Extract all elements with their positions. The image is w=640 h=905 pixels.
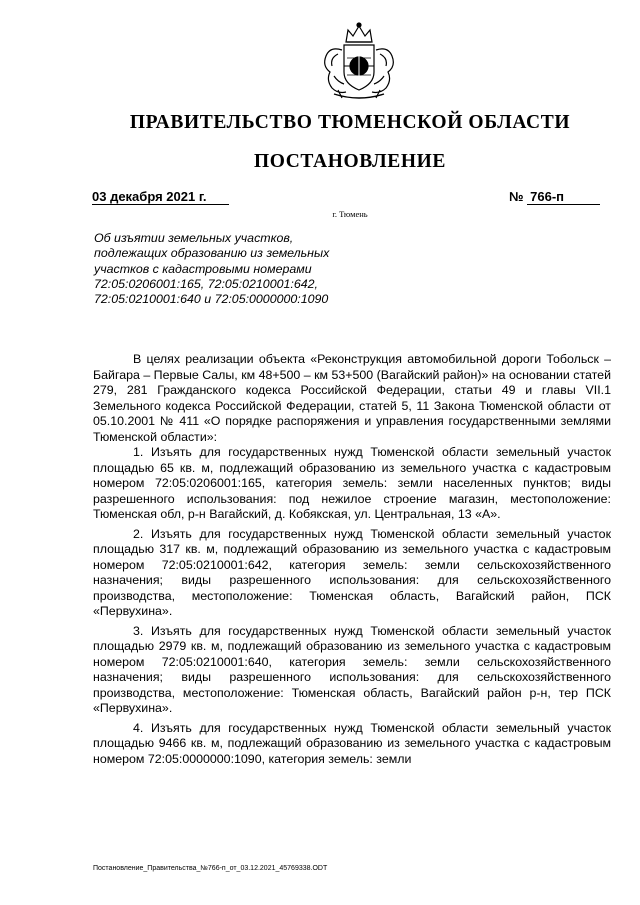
number-prefix: № [509,189,524,204]
subject-line: 72:05:0210001:640 и 72:05:0000000:1090 [94,292,329,307]
document-subject [94,231,384,307]
document-number [509,189,600,205]
government-title: ПРАВИТЕЛЬСТВО ТЮМЕНСКОЙ ОБЛАСТИ [129,112,571,133]
clause-1: 1. Изъять для государственных нужд Тюменской области земельный участок площадью 65 кв. м, подлежащий образованию из земельного участка с кадастровым номером 72:05:0206001:165, категория земель: земли населенных пунктов; виды разрешенного использования: под нежилое строение магазин, местоположение: Тюменская обл, р-н Вагайский, д. Кобякская, ул. Центральная, 13 «А». [93,445,611,521]
preamble-paragraph: В целях реализации объекта «Реконструкция автомобильной дороги Тобольск – Байгара – Первые Салы, км 48+500 – км 53+500 (Вагайский район)» на основании статей 279, 281 Гражданского кодекса Российской Федерации, статьи 49 и главы VII.1 Земельного кодекса Российской Федерации, статей 5, 11 Закона Тюменской области от 05.10.2001 № 411 «О порядке распоряжения и управления государственными землями Тюменской области»: [93,352,611,444]
number-value: 766-п [527,189,600,205]
clause-4: 4. Изъять для государственных нужд Тюменской области земельный участок площадью 9466 кв. м, подлежащий образованию из земельного участка с кадастровым номером 72:05:0000000:1090, категория земель: земли [93,720,611,766]
subject-line: участков с кадастровыми номерами [94,261,312,276]
subject-line: подлежащих образованию из земельных [94,246,330,261]
clause-3: 3. Изъять для государственных нужд Тюменской области земельный участок площадью 2979 кв. м, подлежащий образованию из земельного участка с кадастровым номером 72:05:0210001:640, категория земель: земли сельскохозяйственного назначения; виды разрешенного использования: для сельскохозяйственного производства, местоположение: Тюменская область, Вагайский район р-н, тер ПСК «Первухина». [93,623,611,715]
coat-of-arms-icon [316,20,402,102]
document-date: 03 декабря 2021 г. [92,189,229,205]
document-body [93,352,611,771]
subject-line: 72:05:0206001:165, 72:05:0210001:642, [94,276,318,291]
clause-2: 2. Изъять для государственных нужд Тюменской области земельный участок площадью 317 кв. м, подлежащий образованию из земельного участка с кадастровым номером 72:05:0210001:642, категория земель: земли сельскохозяйственного назначения; виды разрешенного использования: для сельскохозяйственного производства, местоположение: Тюменская область, Вагайский район, ПСК «Первухина». [93,526,611,618]
file-footer: Постановление_Правительства_№766-п_от_03.12.2021_45769338.ODT [93,865,328,872]
city-label: г. Тюмень [332,209,368,219]
subject-line: Об изъятии земельных участков, [94,231,294,245]
document-type: ПОСТАНОВЛЕНИЕ [253,151,447,172]
